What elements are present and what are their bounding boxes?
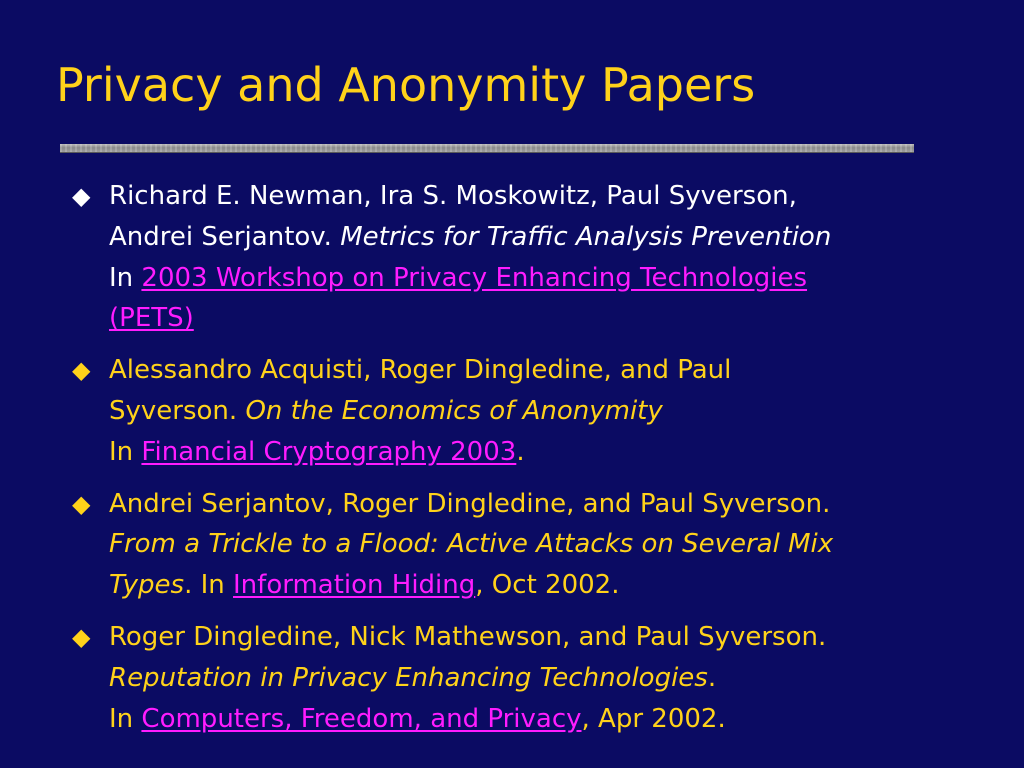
in-prefix: In: [109, 436, 134, 467]
paper-authors: Andrei Serjantov.: [109, 221, 332, 252]
paper-authors: Roger Dingledine, Nick Mathewson, and Paul Syverson.: [109, 621, 827, 652]
item-line: [109, 658, 972, 699]
list-item: [72, 484, 972, 606]
list-item: [72, 350, 972, 472]
paper-authors: Richard E. Newman, Ira S. Moskowitz, Paul Syverson,: [109, 181, 797, 211]
list-item: [72, 176, 972, 339]
item-line: [109, 617, 972, 658]
item-line: [109, 484, 972, 525]
item-line: [109, 298, 972, 339]
paper-authors: Alessandro Acquisti, Roger Dingledine, and Paul: [109, 355, 732, 386]
item-line: [109, 350, 972, 391]
item-line: [109, 217, 972, 258]
slide-title: Privacy and Anonymity Papers: [56, 58, 756, 112]
item-suffix: , Apr 2002.: [581, 703, 726, 734]
in-prefix: In: [109, 703, 134, 734]
diamond-bullet-icon: ◆: [72, 182, 91, 210]
item-line: [109, 524, 972, 565]
title-divider: [60, 144, 914, 152]
venue-link[interactable]: 2003 Workshop on Privacy Enhancing Technologies: [141, 262, 808, 293]
venue-link[interactable]: (PETS): [109, 303, 194, 334]
item-line: [109, 258, 972, 299]
diamond-bullet-icon: ◆: [72, 489, 91, 518]
item-line: [109, 432, 972, 473]
paper-title: Reputation in Privacy Enhancing Technologies: [109, 662, 708, 693]
venue-link[interactable]: Information Hiding: [233, 570, 476, 601]
paper-title: From a Trickle to a Flood: Active Attacks on Several Mix: [109, 529, 834, 560]
diamond-bullet-icon: ◆: [72, 356, 91, 385]
diamond-bullet-icon: ◆: [72, 622, 91, 651]
paper-title: Types: [109, 570, 185, 601]
item-suffix: , Oct 2002.: [475, 570, 620, 601]
item-suffix: .: [516, 436, 525, 467]
paper-list: [72, 176, 972, 750]
item-line: [109, 565, 972, 606]
item-separator: . In: [184, 570, 225, 601]
item-line: [109, 176, 972, 217]
item-line: [109, 391, 972, 432]
paper-authors: Syverson.: [109, 395, 238, 426]
list-item: [72, 617, 972, 739]
venue-link[interactable]: Computers, Freedom, and Privacy: [141, 703, 582, 734]
item-line: [109, 699, 972, 740]
paper-title: On the Economics of Anonymity: [245, 395, 663, 426]
title-suffix: .: [707, 662, 717, 693]
paper-authors: Andrei Serjantov, Roger Dingledine, and Paul Syverson.: [109, 488, 831, 519]
venue-link[interactable]: Financial Cryptography 2003: [141, 436, 517, 467]
paper-title: Metrics for Traffic Analysis Prevention: [340, 221, 832, 252]
in-prefix: In: [109, 262, 134, 293]
